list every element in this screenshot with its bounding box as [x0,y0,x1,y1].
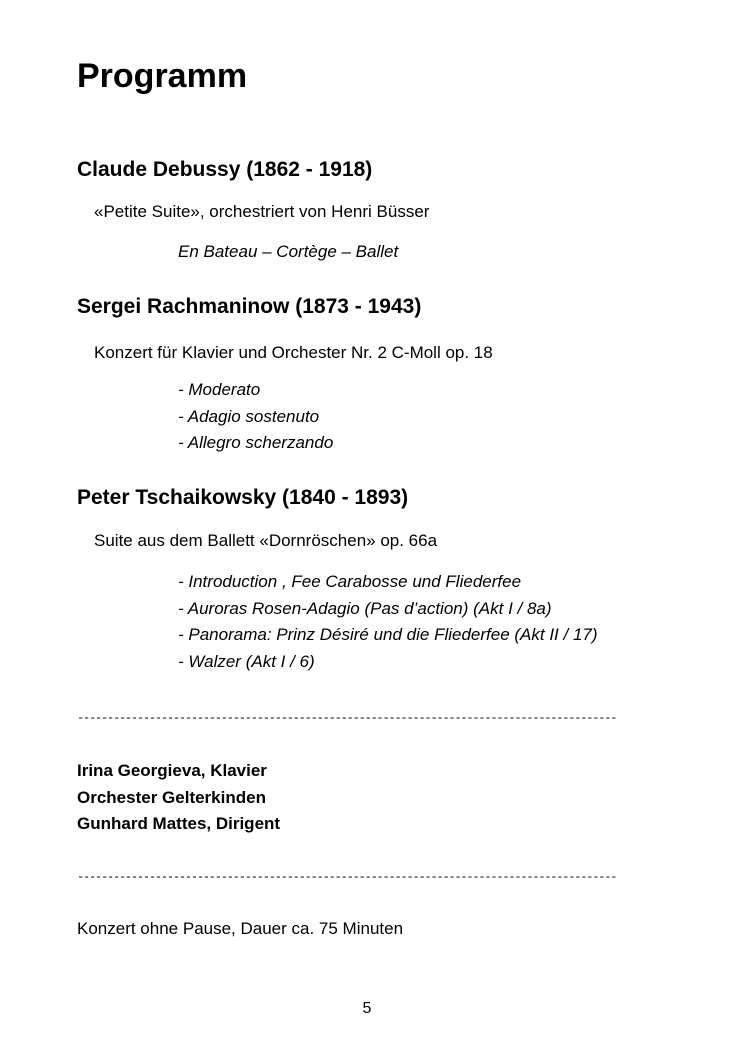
dashed-divider: ------------------------------------------------------------------------------------------ [77,870,617,884]
movement-item: - Auroras Rosen-Adagio (Pas d’action) (Akt I / 8a) [178,598,552,618]
performer-list [77,758,280,838]
movement-item: En Bateau – Cortège – Ballet [178,242,399,261]
performer-item: Orchester Gelterkinden [77,787,266,807]
movement-list-debussy [178,239,398,266]
movement-list-tschaikowsky [178,569,598,675]
movement-item: - Panorama: Prinz Désiré und die Fliederfee (Akt II / 17) [178,625,598,644]
movement-item: - Moderato [178,380,261,399]
movement-list-rachmaninow [178,377,333,457]
performer-item: Gunhard Mattes, Dirigent [77,814,281,833]
composer-heading-rachmaninow: Sergei Rachmaninow (1873 - 1943) [77,295,422,318]
work-title-tschaikowsky: Suite aus dem Ballett «Dornröschen» op. 66a [94,531,438,550]
concert-duration-note: Konzert ohne Pause, Dauer ca. 75 Minuten [77,919,404,938]
movement-item: - Walzer (Akt I / 6) [178,651,315,671]
movement-item: - Introduction , Fee Carabosse und Fliederfee [178,572,522,591]
performer-item: Irina Georgieva, Klavier [77,761,267,780]
composer-heading-debussy: Claude Debussy (1862 - 1918) [77,158,373,181]
work-title-debussy: «Petite Suite», orchestriert von Henri Büsser [94,202,430,221]
work-title-rachmaninow: Konzert für Klavier und Orchester Nr. 2 C-Moll op. 18 [94,343,493,362]
page-title: Programm [77,57,248,95]
composer-heading-tschaikowsky: Peter Tschaikowsky (1840 - 1893) [77,486,409,509]
movement-item: - Allegro scherzando [178,433,334,452]
movement-item: - Adagio sostenuto [178,406,320,426]
page-number: 5 [362,1000,372,1017]
dashed-divider: ------------------------------------------------------------------------------------------ [77,711,617,725]
